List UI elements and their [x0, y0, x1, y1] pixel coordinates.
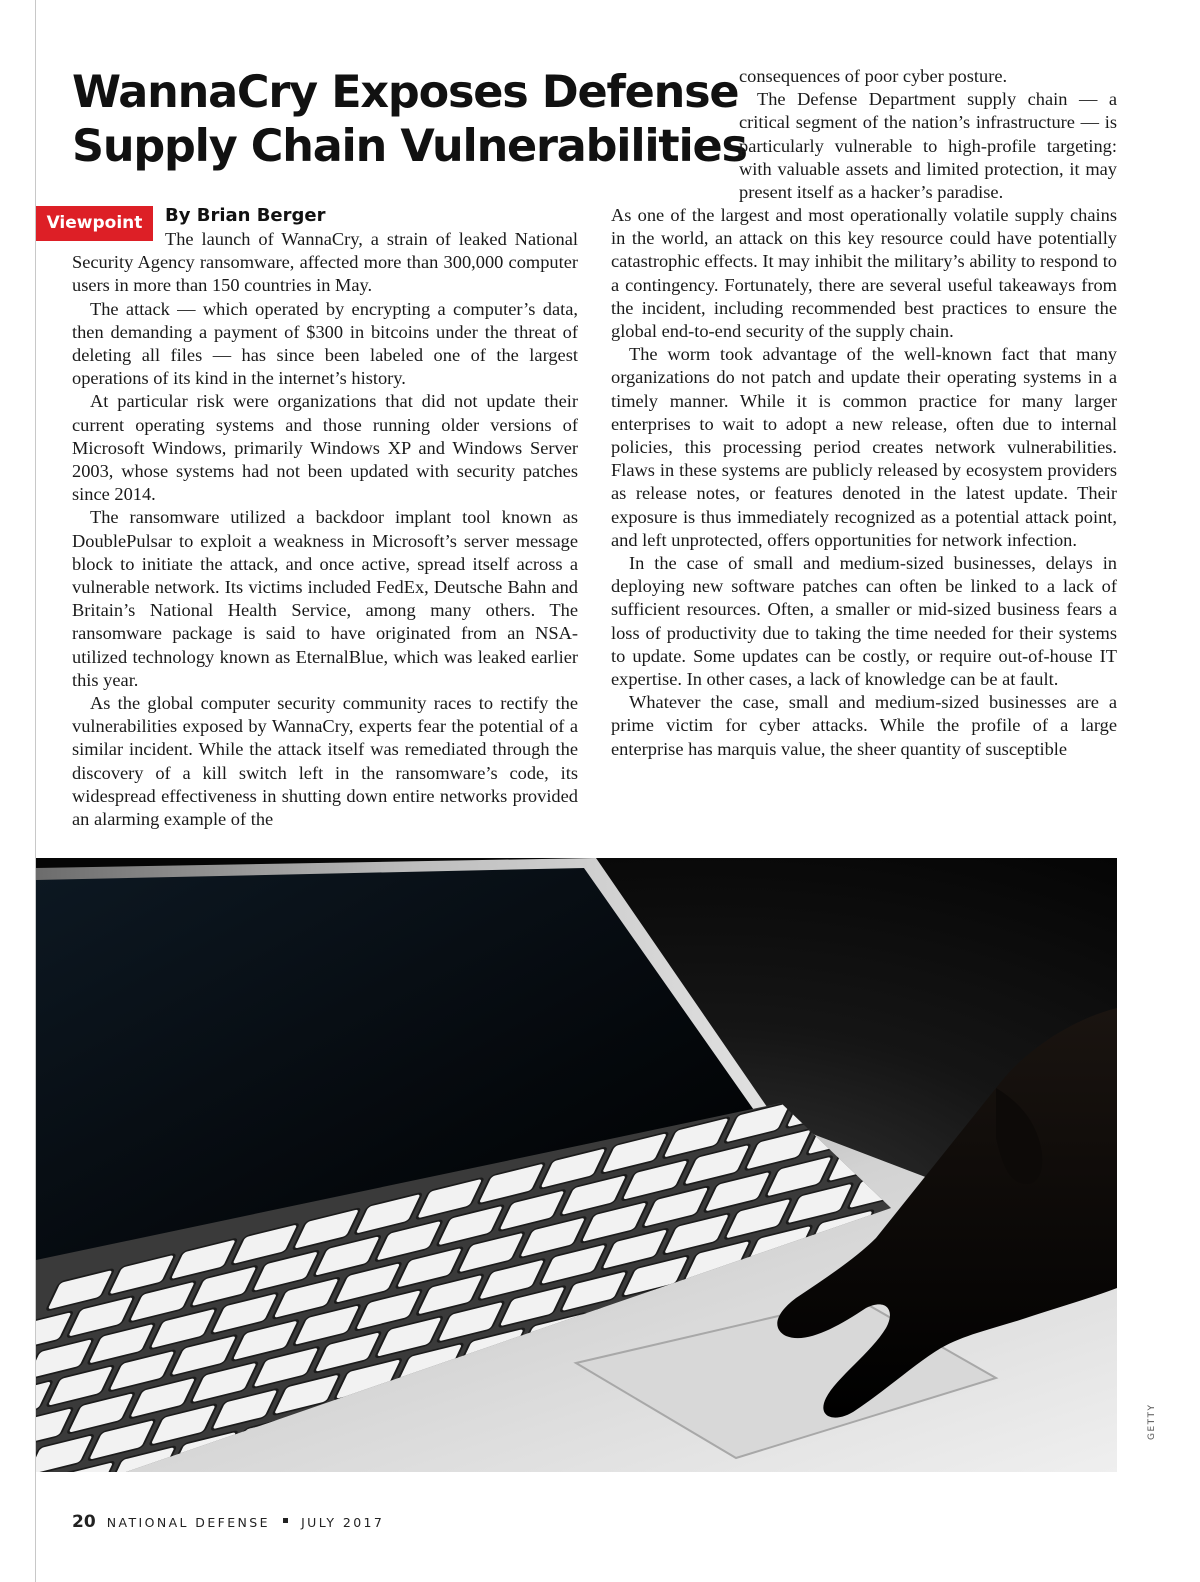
- publication-name: NATIONAL DEFENSE: [106, 1515, 270, 1530]
- paragraph: As one of the largest and most operationally volatile supply chains in the world, an attack on this key resource could have potentially catastrophic effects. It may inhibit the military’s ability to respond to a contingency. Fortunately, there are several useful takeaways from the incident, including recommended best practices to ensure the global end-to-end security of the supply chain.: [611, 205, 1117, 342]
- paragraph: The Defense Department supply chain — a critical segment of the nation’s infrastructure — is particularly vulnerable to high-profile targeting: with valuable assets and limited protection, it may present itself as a hacker’s paradise.: [739, 89, 1117, 203]
- article-title: [72, 66, 747, 174]
- page-footer: [72, 1512, 384, 1532]
- paragraph: The attack — which operated by encrypting a computer’s data, then demanding a payment of $300 in bitcoins under the threat of deleting all files — has since been labeled one of the largest operations of its kind in the internet’s history.: [72, 298, 578, 389]
- paragraph: At particular risk were organizations that did not update their current operating systems and those running older versions of Microsoft Windows, primarily Windows XP and Windows Server 2003, whose systems had not been updated with security patches since 2014.: [72, 391, 578, 505]
- paragraph: Whatever the case, small and medium-sized businesses are a prime victim for cyber attacks. While the profile of a large enterprise has marquis value, the sheer quantity of susceptible: [611, 692, 1117, 759]
- viewpoint-section-tag: Viewpoint: [36, 206, 153, 241]
- paragraph: The worm took advantage of the well-known fact that many organizations do not patch and update their operating systems in a timely manner. While it is common practice for many larger enterprises to wait to adopt a new release, often due to internal policies, this processing period creates network vulnerabilities. Flaws in these systems are publicly released by ecosystem providers as release notes, or features denoted in the latest update. Their exposure is thus immediately recognized as a potential attack point, and left unprotected, offers opportunities for network infection.: [611, 344, 1117, 550]
- article-title-line-1: WannaCry Exposes Defense: [72, 67, 739, 118]
- article-title-line-2: Supply Chain Vulnerabilities: [72, 121, 747, 172]
- right-column-top: [739, 65, 1117, 204]
- issue-date: JULY 2017: [301, 1515, 385, 1530]
- left-column: [72, 228, 578, 831]
- page-number: 20: [72, 1512, 96, 1532]
- paragraph: The ransomware utilized a backdoor implant tool known as DoublePulsar to exploit a weakness in Microsoft’s server message block to initiate the attack, and once active, spread itself across a vulnerable network. Its victims included FedEx, Deutsche Bahn and Britain’s National Health Service, among many others. The ransomware package is said to have originated from an NSA-utilized technology known as EternalBlue, which was leaked earlier this year.: [72, 507, 578, 690]
- byline: By Brian Berger: [165, 205, 326, 226]
- footer-separator-square: [283, 1518, 288, 1523]
- paragraph: In the case of small and medium-sized businesses, delays in deploying new software patches can often be linked to a lack of sufficient resources. Often, a smaller or mid-sized business fears a loss of productivity due to taking the time needed for their systems to update. Some updates can be costly, or require out-of-house IT expertise. In other cases, a lack of knowledge can be at fault.: [611, 553, 1117, 690]
- paragraph: consequences of poor cyber posture.: [739, 66, 1008, 86]
- paragraph: The launch of WannaCry, a strain of leaked National Security Agency ransomware, affected more than 300,000 computer users in more than 150 countries in May.: [72, 229, 578, 296]
- laptop-photo-illustration: [36, 858, 1117, 1472]
- paragraph: As the global computer security community races to rectify the vulnerabilities exposed by WannaCry, experts fear the potential of a similar incident. While the attack itself was remediated through the discovery of a kill switch left in the ransomware’s code, its widespread effectiveness in shutting down entire networks provided an alarming example of the: [72, 693, 578, 830]
- laptop-keyboard-hand-photo: [36, 858, 1117, 1472]
- right-column: [611, 204, 1117, 761]
- photo-credit: GETTY: [1147, 1403, 1157, 1440]
